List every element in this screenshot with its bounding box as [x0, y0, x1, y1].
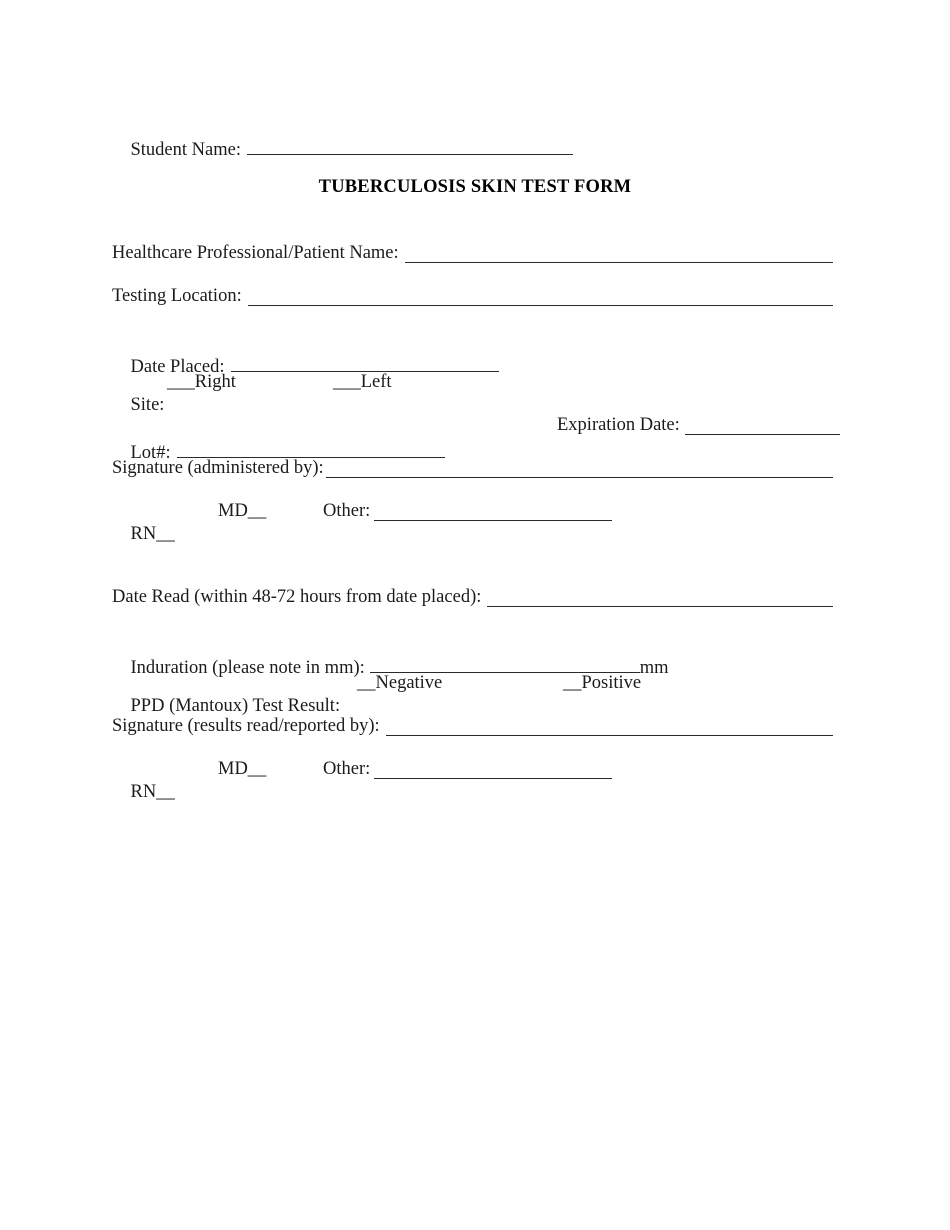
healthcare-name-blank[interactable]	[405, 242, 833, 263]
lot-expiration-row	[112, 414, 833, 463]
date-placed-row	[112, 328, 833, 377]
student-name-label: Student Name:	[130, 140, 241, 160]
ppd-positive-option[interactable]: __Positive	[563, 673, 642, 693]
induration-unit: mm	[639, 658, 669, 678]
other-credential-read-label: Other:	[323, 759, 371, 779]
expiration-date-blank[interactable]	[685, 414, 840, 435]
ppd-result-label: PPD (Mantoux) Test Result:	[130, 696, 341, 716]
date-placed-blank[interactable]	[231, 351, 499, 372]
healthcare-name-label: Healthcare Professional/Patient Name:	[112, 243, 399, 263]
form-title: TUBERCULOSIS SKIN TEST FORM	[318, 177, 632, 197]
lot-number-label: Lot#:	[130, 443, 171, 463]
signature-read-row	[112, 715, 833, 738]
testing-location-row	[112, 285, 833, 308]
signature-administered-blank[interactable]	[326, 457, 833, 478]
healthcare-name-row	[112, 242, 833, 265]
other-credential-blank[interactable]	[374, 500, 612, 521]
rn-option[interactable]: RN__	[130, 524, 175, 544]
read-credentials-row	[112, 758, 833, 802]
date-read-row	[112, 586, 833, 609]
site-row	[112, 371, 833, 415]
site-label: Site:	[130, 395, 165, 415]
induration-label: Induration (please note in mm):	[130, 658, 365, 678]
date-read-label: Date Read (within 48-72 hours from date placed):	[112, 587, 482, 607]
rn-option-read[interactable]: RN__	[130, 782, 175, 802]
testing-location-label: Testing Location:	[112, 286, 242, 306]
signature-read-blank[interactable]	[386, 715, 833, 736]
student-name-blank[interactable]	[247, 134, 573, 155]
ppd-result-row	[112, 672, 833, 716]
induration-row	[112, 629, 833, 678]
administered-credentials-row	[112, 500, 833, 544]
date-placed-label: Date Placed:	[130, 357, 225, 377]
expiration-date-label: Expiration Date:	[557, 415, 680, 435]
signature-administered-row	[112, 457, 833, 480]
ppd-negative-option[interactable]: __Negative	[357, 673, 443, 693]
md-option-read[interactable]: MD__	[218, 759, 267, 779]
signature-read-label: Signature (results read/reported by):	[112, 716, 380, 736]
site-right-option[interactable]: ___Right	[167, 372, 236, 392]
student-name-row	[112, 111, 833, 160]
md-option[interactable]: MD__	[218, 501, 267, 521]
date-read-blank[interactable]	[487, 586, 833, 607]
lot-number-blank[interactable]	[177, 437, 445, 458]
other-credential-label: Other:	[323, 501, 371, 521]
testing-location-blank[interactable]	[248, 285, 833, 306]
induration-blank[interactable]	[370, 652, 640, 673]
other-credential-read-blank[interactable]	[374, 758, 612, 779]
site-left-option[interactable]: ___Left	[333, 372, 392, 392]
signature-administered-label: Signature (administered by):	[112, 458, 324, 478]
